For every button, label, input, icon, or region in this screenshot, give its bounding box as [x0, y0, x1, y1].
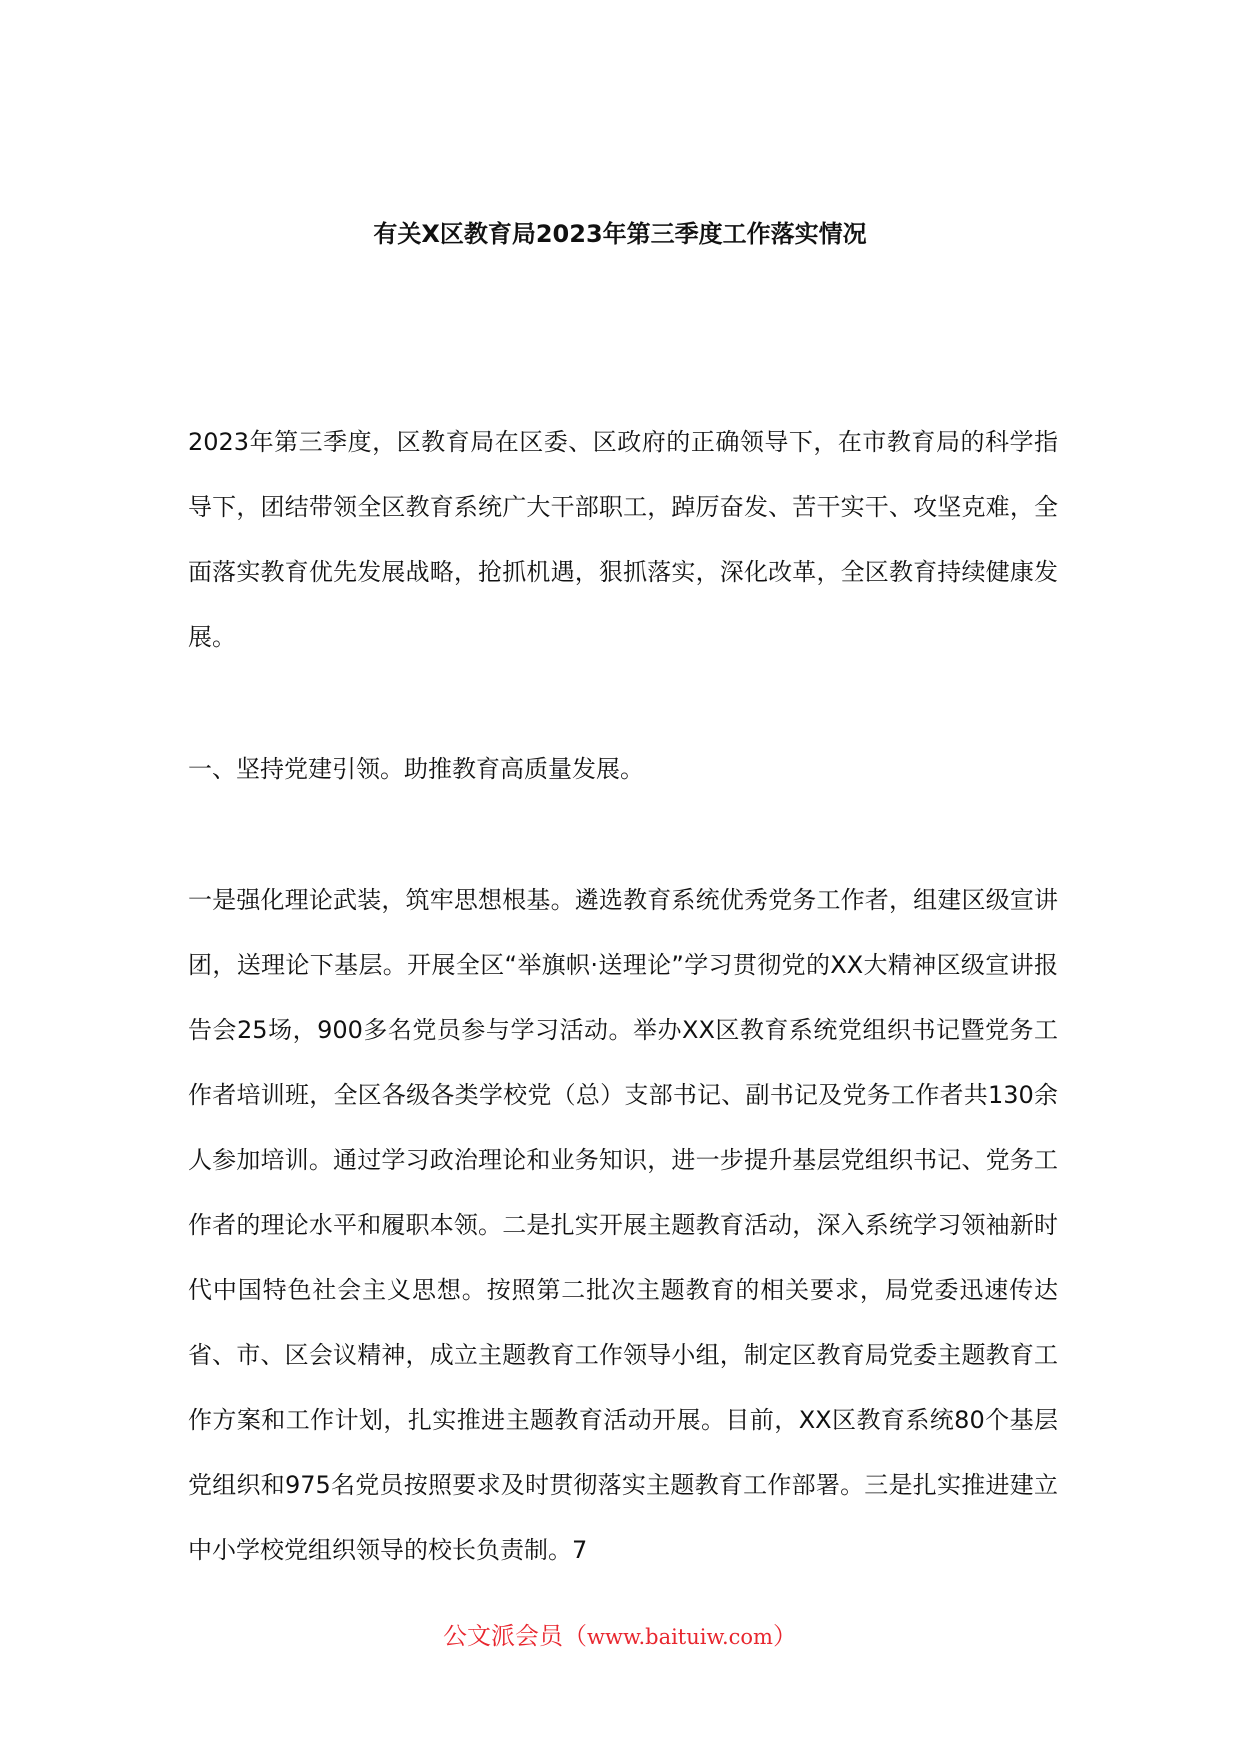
intro-paragraph: 2023年第三季度，区教育局在区委、区政府的正确领导下，在市教育局的科学指导下，团结带领全区教育系统广大干部职工，踔厉奋发、苦干实干、攻坚克难，全面落实教育优先发展战略，抢抓机遇，狠抓落实，深化改革，全区教育持续健康发展。 [188, 428, 1058, 651]
document-title: 有关X区教育局2023年第三季度工作落实情况 [373, 220, 867, 248]
footer-watermark [0, 1614, 1240, 1659]
footer-url-link[interactable]: www.baituiw.com [587, 1625, 773, 1649]
section-heading: 一、坚持党建引领。助推教育高质量发展。 [188, 755, 644, 783]
footer-label-prefix: 公文派会员（ [443, 1622, 588, 1650]
main-paragraph: 一是强化理论武装，筑牢思想根基。遴选教育系统优秀党务工作者，组建区级宣讲团，送理论下基层。开展全区“举旗帜·送理论”学习贯彻党的XX大精神区级宣讲报告会25场，900多名党员参与学习活动。举办XX区教育系统党组织书记暨党务工作者培训班，全区各级各类学校党（总）支部书记、副书记及党务工作者共130余人参加培训。通过学习政治理论和业务知识，进一步提升基层党组织书记、党务工作者的理论水平和履职本领。二是扎实开展主题教育活动，深入系统学习领袖新时代中国特色社会主义思想。按照第二批次主题教育的相关要求，局党委迅速传达省、市、区会议精神，成立主题教育工作领导小组，制定区教育局党委主题教育工作方案和工作计划，扎实推进主题教育活动开展。目前，XX区教育系统80个基层党组织和975名党员按照要求及时贯彻落实主题教育工作部署。三是扎实推进建立中小学校党组织领导的校长负责制。7 [188, 886, 1058, 1564]
footer-label-suffix: ） [772, 1622, 797, 1650]
